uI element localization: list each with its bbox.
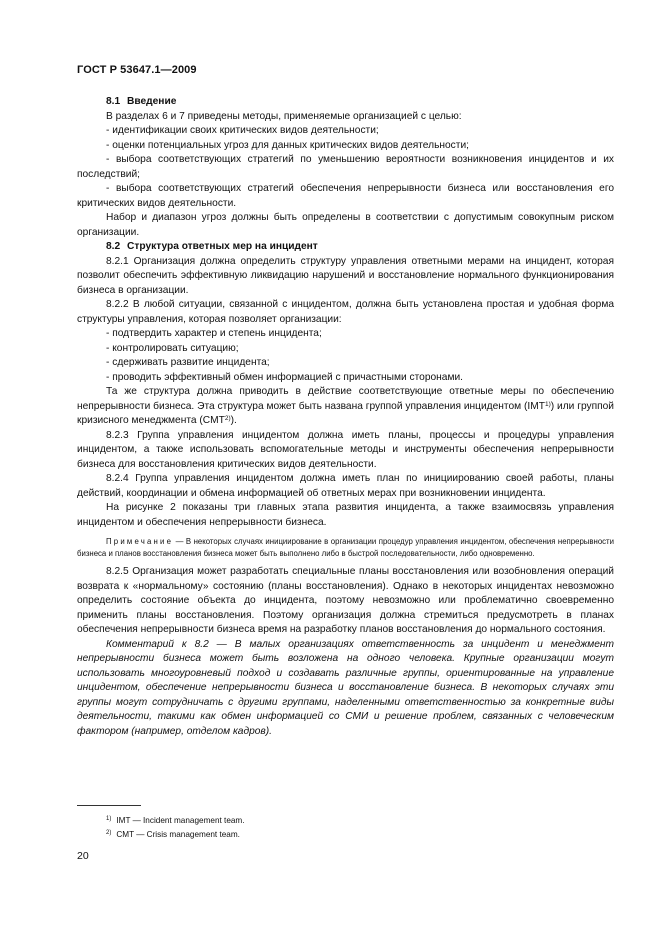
page-header: ГОСТ Р 53647.1—2009 bbox=[77, 64, 197, 76]
footnotes bbox=[106, 814, 245, 841]
footnote-mark: 1) bbox=[106, 816, 112, 822]
text-run: ) или группой кризисного менеджмента (CMT bbox=[77, 400, 614, 426]
list-item: - проводить эффективный обмен информацией с причастными сторонами. bbox=[106, 371, 463, 383]
note-text: — В некоторых случаях инициирование в организации процедур управления инцидентом, обеспечения непрерывности бизнеса и планов восстановления бизнеса может быть выполнено либо в быстрой последовательности, либо одновременно. bbox=[77, 537, 614, 558]
note-label: Примечание bbox=[106, 537, 174, 546]
footnote bbox=[106, 828, 245, 842]
footnote-text: CMT — Crisis management team. bbox=[116, 829, 240, 839]
list-item: - сдерживать развитие инцидента; bbox=[106, 357, 270, 368]
footnote-mark: 2) bbox=[106, 829, 112, 836]
list-item: - подтвердить характер и степень инцидента; bbox=[106, 328, 322, 339]
text-run: Та же структура должна приводить в действие соответствующие ответные меры по обеспечению непрерывности бизнеса. Эта структура может быть названа группой управления инцидентом (IMT bbox=[77, 386, 614, 412]
footnote-ref-1: 1) bbox=[544, 400, 551, 408]
paragraph-8-2-1: 8.2.1 Организация должна определить структуру управления ответными мерами на инцидент, которая позволит обеспечить эффективную ликвидацию нарушений и восстановление нормального функционирования бизнеса в организации. bbox=[77, 255, 614, 296]
paragraph-8-2-4: 8.2.4 Группа управления инцидентом должна иметь план по инициированию своей работы, планы действий, координации и обмена информацией об ответных мерах при возникновении инцидента. bbox=[77, 473, 614, 499]
paragraph-8-2-3: 8.2.3 Группа управления инцидентом должна иметь планы, процессы и процедуры управления инцидентом, а также использовать вспомогательные методы и инструменты обеспечения непрерывности бизнеса для восстановления критических видов деятельности. bbox=[77, 429, 614, 470]
page-number: 20 bbox=[77, 850, 89, 862]
page-body bbox=[77, 95, 614, 739]
section-number: 8.1 bbox=[106, 96, 121, 107]
section-title: Введение bbox=[127, 96, 177, 107]
list-item: - выбора соответствующих стратегий по уменьшению вероятности возникновения инцидентов и их последствий; bbox=[77, 154, 614, 180]
paragraph: В разделах 6 и 7 приведены методы, применяемые организацией с целью: bbox=[106, 110, 462, 122]
paragraph-figure-ref: На рисунке 2 показаны три главных этапа развития инцидента, а также взаимосвязь управления инцидентом и обеспечения непрерывности бизнеса. bbox=[77, 502, 614, 528]
text-run: ). bbox=[230, 415, 237, 426]
footnote-divider bbox=[77, 805, 141, 806]
section-number: 8.2 bbox=[106, 241, 121, 252]
list-item: - оценки потенциальных угроз для данных критических видов деятельности; bbox=[106, 139, 469, 151]
comment: Комментарий к 8.2 — В малых организациях ответственность за инцидент и менеджмент непрерывности бизнеса может быть возложена на одного человека. Крупные организации могут использовать многоуровневый подход и создавать различные группы, ориентированные на управление инцидентом, обеспечение непрерывности бизнеса и восстановление бизнеса. В некоторых случаях эти группы могут сотрудничать с другими группами, наделенными ответственностью за конкретные виды деятельности, такими как обмен информацией со СМИ и решение проблем, связанных с человеческим фактором (например, отделом кадров). bbox=[77, 638, 614, 737]
section-heading-8-2 bbox=[77, 240, 614, 255]
list-item: - контролировать ситуацию; bbox=[106, 342, 239, 354]
section-title: Структура ответных мер на инцидент bbox=[127, 241, 318, 252]
paragraph-structure bbox=[77, 385, 614, 429]
footnote-text: IMT — Incident management team. bbox=[116, 816, 245, 825]
footnote-ref-2: 2) bbox=[224, 415, 231, 422]
paragraph-8-2-5: 8.2.5 Организация может разработать специальные планы восстановления или возобновления операций возврата к «нормальному» состоянию (планы восстановления). Однако в некоторых инцидентах невозможно определить состояние объекта до инцидента, поэтому невозможно или проблематично своевременно применить планы восстановления. Поэтому организация должна стремиться предусмотреть в планах обеспечения непрерывности бизнеса время на разработку планов восстановления до нормального состояния. bbox=[77, 566, 614, 635]
note bbox=[77, 536, 614, 559]
list-item: - идентификации своих критических видов деятельности; bbox=[106, 125, 379, 136]
section-heading-8-1 bbox=[77, 95, 614, 110]
paragraph-8-2-2: 8.2.2 В любой ситуации, связанной с инцидентом, должна быть установлена простая и удобная форма структуры управления, которая позволяет организации: bbox=[77, 299, 614, 325]
paragraph: Набор и диапазон угроз должны быть определены в соответствии с допустимым совокупным риском организации. bbox=[77, 212, 614, 238]
list-item: - выбора соответствующих стратегий обеспечения непрерывности бизнеса или восстановления его критических видов деятельности. bbox=[77, 183, 614, 209]
footnote bbox=[106, 814, 245, 828]
